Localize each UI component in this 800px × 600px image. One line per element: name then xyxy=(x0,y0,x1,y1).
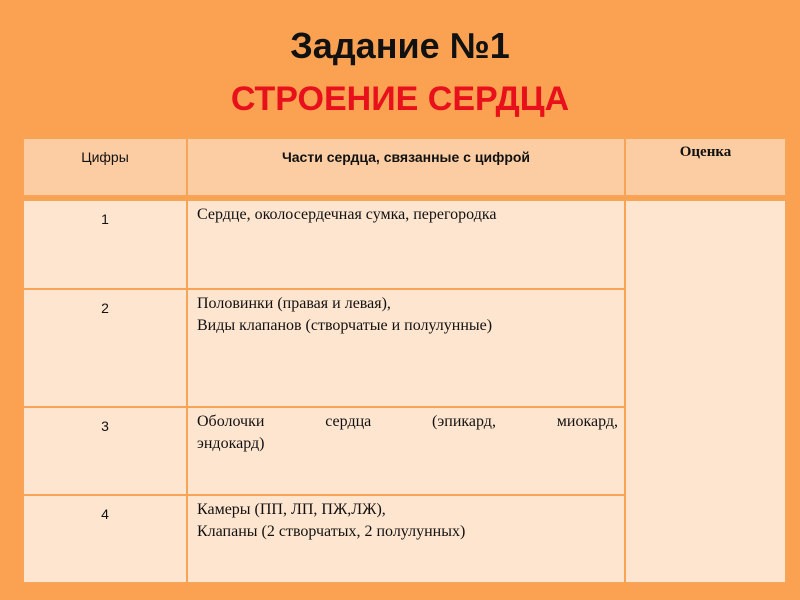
row-description xyxy=(187,495,625,583)
column-header-heart-parts: Части сердца, связанные с цифрой xyxy=(187,138,625,196)
description-line: Сердце, околосердечная сумка, перегородка xyxy=(197,206,497,223)
slide-title: Задание №1 xyxy=(290,25,510,66)
row-description xyxy=(187,407,625,495)
column-header-numbers: Цифры xyxy=(23,138,187,196)
description-line: Камеры (ПП, ЛП, ПЖ,ЛЖ), xyxy=(197,501,386,518)
row-number: 1 xyxy=(23,200,187,289)
table-header-row xyxy=(23,138,786,196)
description-line: Оболочки сердца (эпикард, миокард, xyxy=(197,413,618,430)
column-header-grade: Оценка xyxy=(625,138,786,196)
description-line: Половинки (правая и левая), xyxy=(197,295,391,312)
row-description xyxy=(187,200,625,289)
row-number: 2 xyxy=(23,289,187,407)
description-line: эндокард) xyxy=(197,435,265,452)
heart-structure-table xyxy=(22,137,787,584)
row-description xyxy=(187,289,625,407)
grade-cell[interactable] xyxy=(625,200,786,583)
slide-subtitle: СТРОЕНИЕ СЕРДЦА xyxy=(230,80,570,118)
description-line: Виды клапанов (створчатые и полулунные) xyxy=(197,317,493,334)
row-number: 3 xyxy=(23,407,187,495)
table-row xyxy=(23,200,786,289)
description-line: Клапаны (2 створчатых, 2 полулунных) xyxy=(197,523,466,540)
row-number: 4 xyxy=(23,495,187,583)
